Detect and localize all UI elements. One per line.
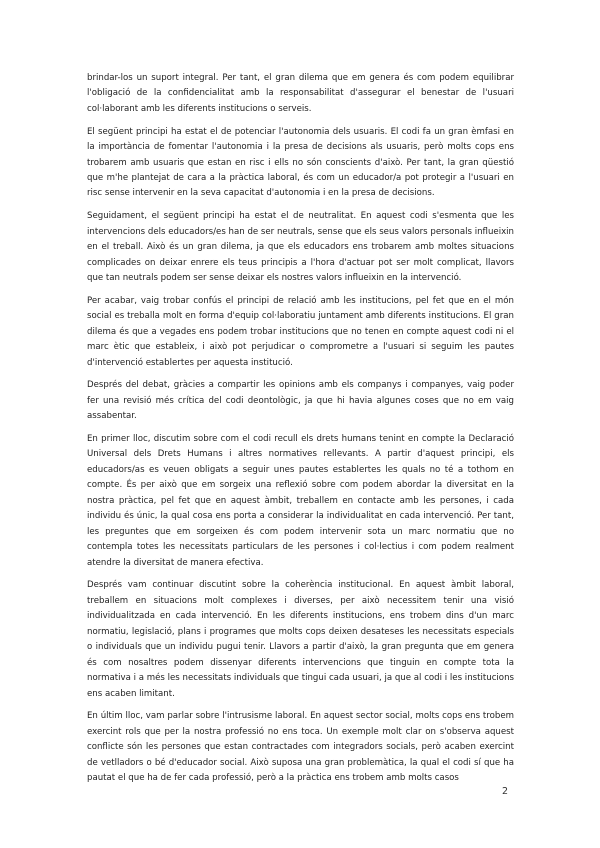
page-number: 2 (502, 786, 509, 797)
body-text (87, 71, 514, 794)
paragraph-1: brindar-los un suport integral. Per tant, el gran dilema que em genera és com podem equilibrar l'obligació de la confidencialitat amb la responsabilitat d'assegurar el benestar de l'usuari col·laborant amb les diferents institucions o serveis. (87, 73, 514, 114)
paragraph-5: Després del debat, gràcies a compartir les opinions amb els companys i companyes, vaig poder fer una revisió més crítica del codi deontològic, ja que hi havia algunes coses que no em vaig assabentar. (87, 380, 514, 422)
paragraph-4: Per acabar, vaig trobar confús el principi de relació amb les institucions, pel fet que en el món social es treballa molt en forma d'equip col·laboratiu juntament amb diferents institucions. El gran dilema és que a vegades ens podem trobar institucions que no tenen en compte aquest codi ni el marc ètic que estableix, i això pot perjudicar o comprometre a l'usuari si seguim les pautes d'intervenció establertes per aquesta institució. (87, 295, 514, 368)
paragraph-8: En últim lloc, vam parlar sobre l'intrusisme laboral. En aquest sector social, molts cops ens trobem exercint rols que per la nostra professió no ens toca. Un exemple molt clar on s'observa aquest conflicte són les persones que estan contractades com integradors socials, però acaben exercint de vetlladors o bé d'educador social. Això suposa una gran problemàtica, la qual el codi sí que ha pautat el que ha de fer cada professió, però a la pràctica ens trobem amb molts casos (87, 711, 514, 784)
paragraph-3: Seguidament, el següent principi ha estat el de neutralitat. En aquest codi s'esmenta que les intervencions dels educadors/es han de ser neutrals, sense que els seus valors personals influeixin en el treball. Això és un gran dilema, ja que els educadors ens trobarem amb moltes situacions complicades on deixar enrere els teus principis a l'hora d'actuar pot ser molt complicat, llavors que tan neutrals podem ser sense deixar els nostres valors influeixin en la intervenció. (87, 211, 514, 284)
paragraph-7: Després vam continuar discutint sobre la coherència institucional. En aquest àmbit laboral, treballem en situacions molt complexes i diverses, per això necessitem tenir una visió individualitzada en cada intervenció. En les diferents institucions, ens trobem dins d'un marc normatiu, legislació, plans i programes que molts cops deixen desateses les necessitats especials o individuals que un individu pugui tenir. Llavors a partir d'això, la gran pregunta que em genera és com nosaltres podem dissenyar diferents intervencions que tinguin en compte tota la normativa i a més les necessitats individuals que tingui cada usuari, ja que al codi i les institucions ens acaben limitant. (87, 580, 514, 699)
paragraph-2: El següent principi ha estat el de potenciar l'autonomia dels usuaris. El codi fa un gran èmfasi en la importància de fomentar l'autonomia i la presa de decisions als usuaris, però molts cops ens trobarem amb usuaris que estan en risc i ells no són conscients d'això. Per tant, la gran qüestió que m'he plantejat de cara a la pràctica laboral, és com un educador/a pot protegir a l'usuari en risc sense intervenir en la seva capacitat d'autonomia i en la presa de decisions. (87, 126, 514, 199)
paragraph-6: En primer lloc, discutim sobre com el codi recull els drets humans tenint en compte la Declaració Universal dels Drets Humans i altres normatives rellevants. A partir d'aquest principi, els educadors/as es veuen obligats a seguir unes pautes establertes les quals no té a tothom en compte. És per això que em sorgeix una reflexió sobre com podem abordar la diversitat en la nostra pràctica, pel fet que en aquest àmbit, treballem en contacte amb les persones, i cada individu és únic, la qual cosa ens porta a considerar la individualitat en cada intervenció. Per tant, les preguntes que em sorgeixen és com podem intervenir sota un marc normatiu que no contempla totes les necessitats particulars de les persones i col·lectius i com podem realment atendre la diversitat de manera efectiva. (87, 434, 514, 568)
